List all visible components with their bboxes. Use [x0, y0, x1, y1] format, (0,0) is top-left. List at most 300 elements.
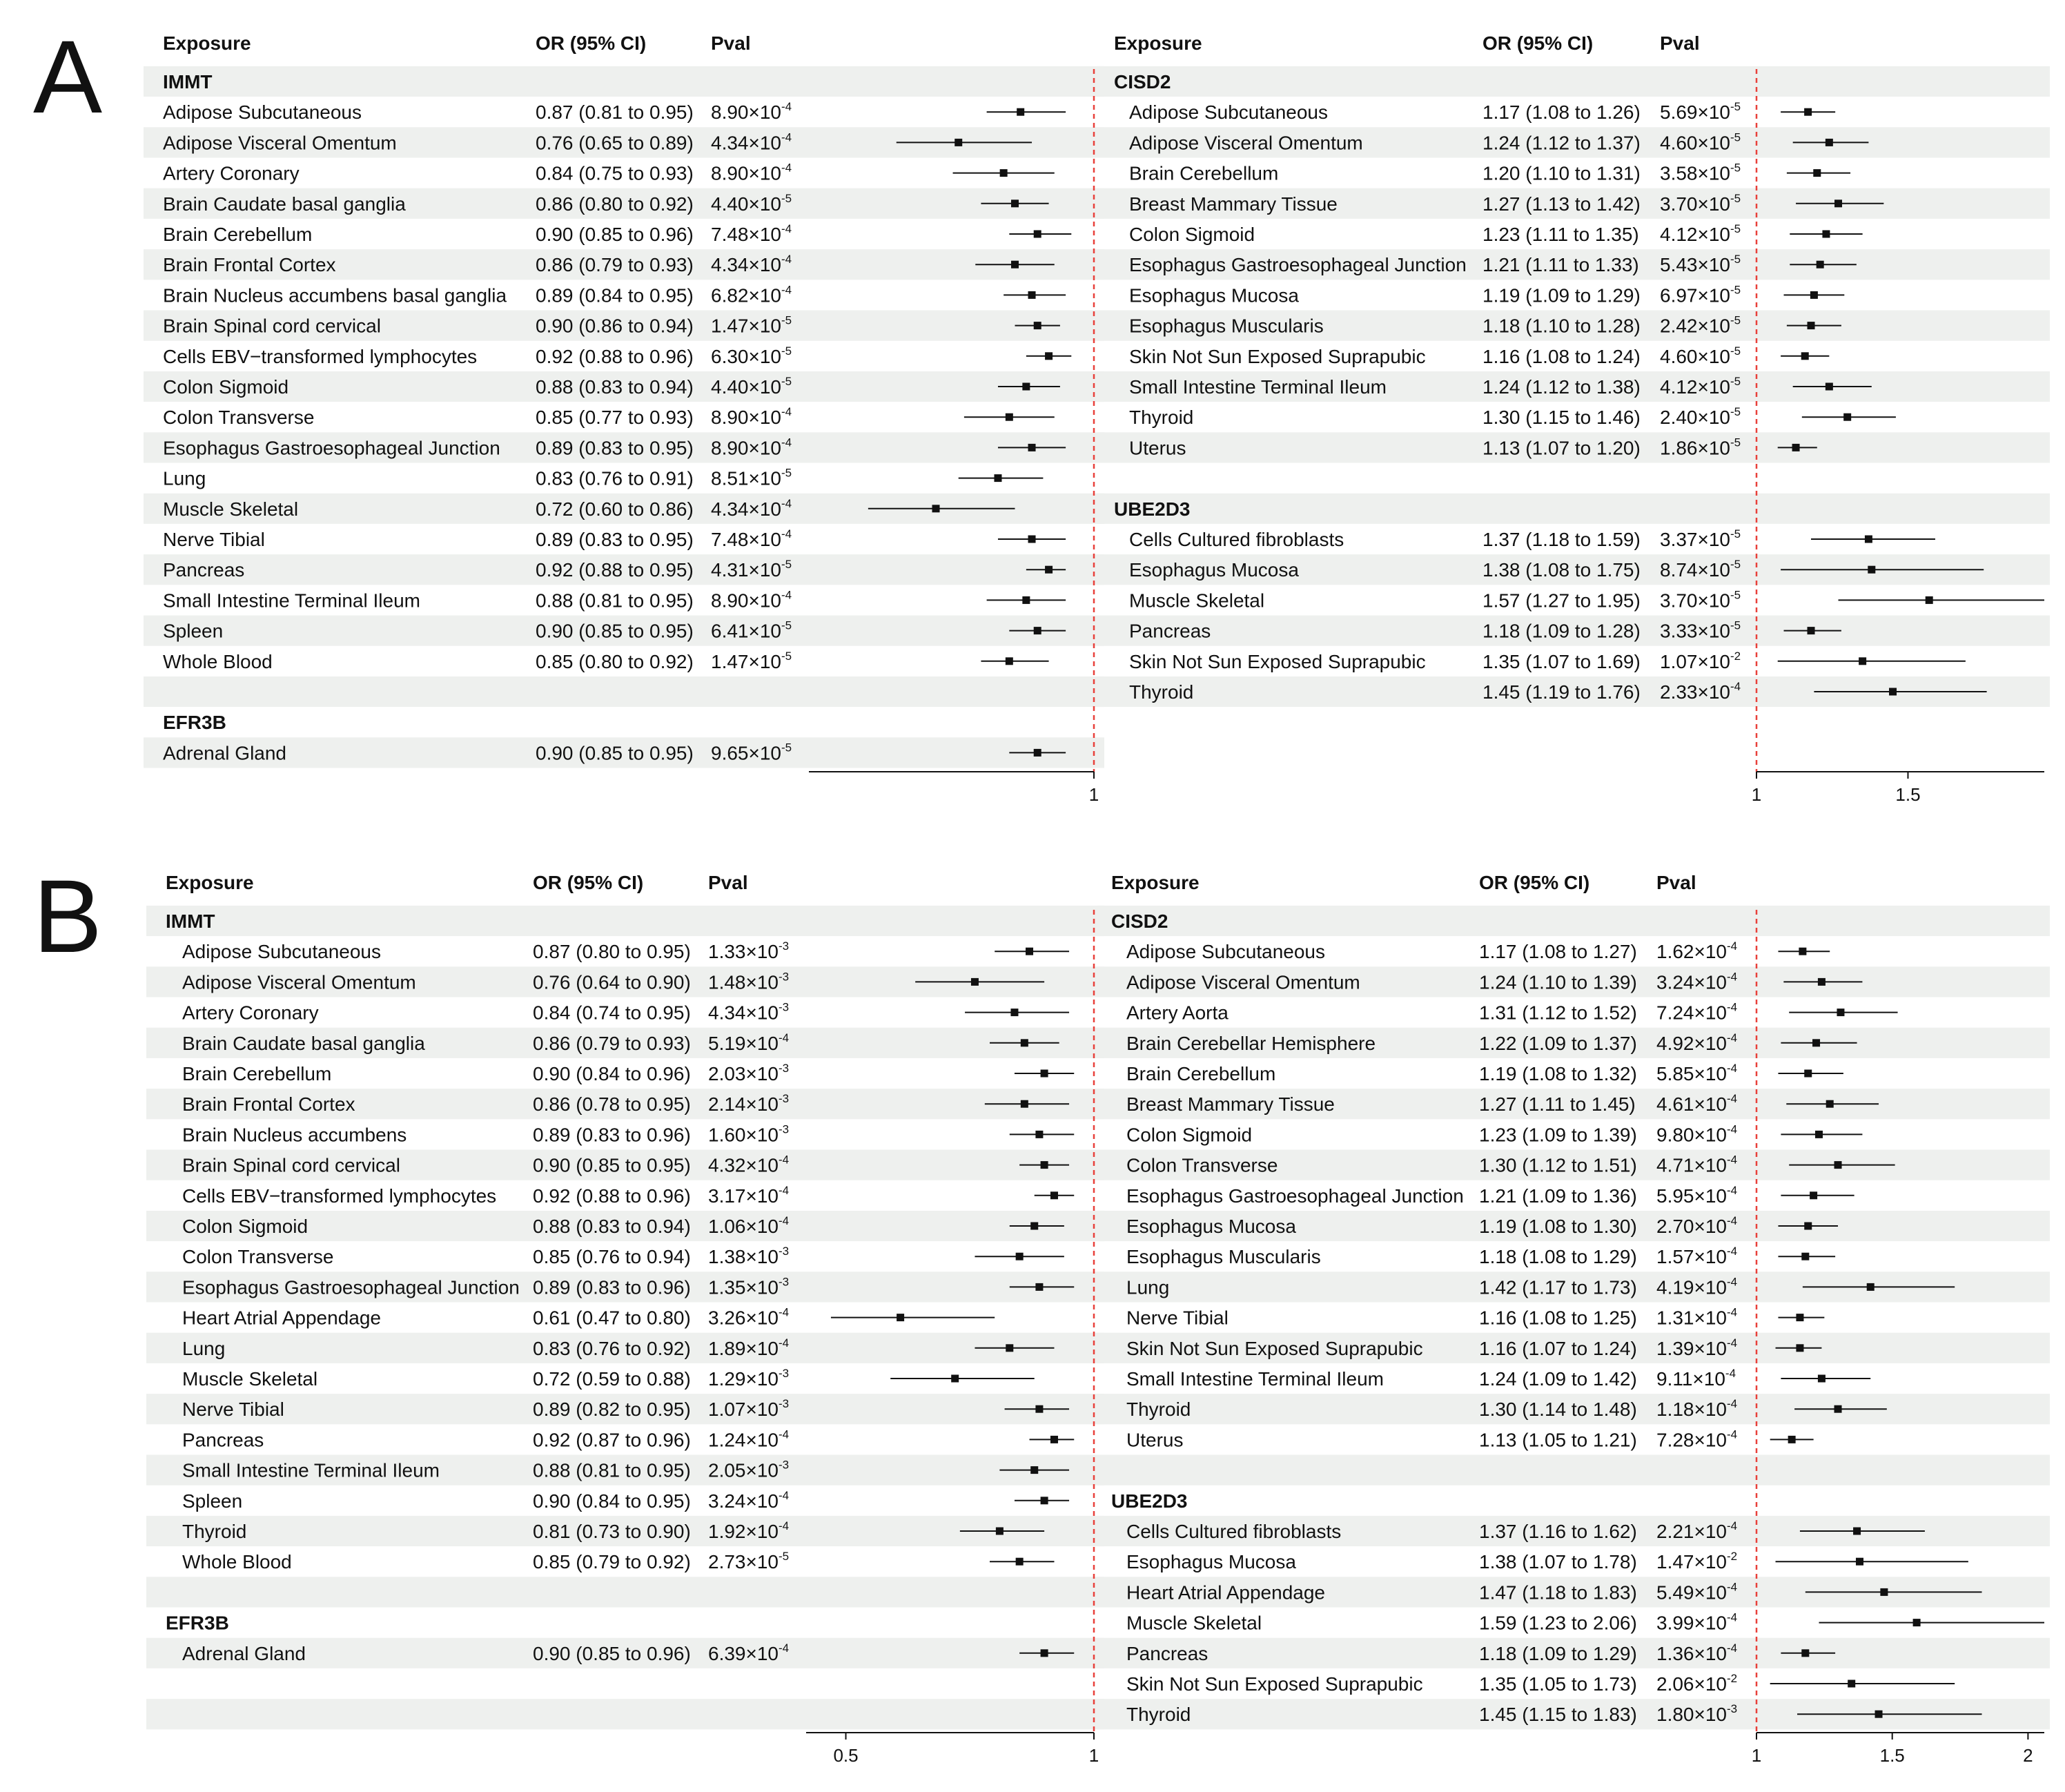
panel-a-or-ci-value: 1.13 (1.07 to 1.20): [1482, 437, 1641, 459]
panel-a-or-ci-value: 0.90 (0.86 to 0.94): [536, 315, 694, 337]
panel-b-point-estimate: [1856, 1558, 1863, 1566]
panel-a-point-estimate: [1865, 536, 1872, 543]
panel-b-exposure-label: Colon Sigmoid: [1126, 1124, 1253, 1146]
panel-a-point-estimate: [1822, 231, 1830, 238]
panel-a-point-estimate: [1034, 231, 1041, 238]
panel-b-exposure-label: Adipose Subcutaneous: [1126, 941, 1325, 963]
panel-b-point-estimate: [1796, 1314, 1803, 1321]
panel-b-pval-value: $1.38\times 10^{-3}$: [708, 1245, 790, 1268]
panel-a-exposure-label: Thyroid: [1129, 407, 1194, 429]
panel-b-exposure-label: Brain Nucleus accumbens: [182, 1124, 407, 1146]
panel-b-stripe: [146, 1699, 1104, 1729]
panel-b-pval-value: $1.29\times 10^{-3}$: [708, 1367, 790, 1390]
panel-a-exposure-label: Adipose Visceral Omentum: [1129, 132, 1363, 154]
panel-b-point-estimate: [1834, 1161, 1842, 1169]
panel-a-point-estimate: [1808, 322, 1815, 329]
panel-b-point-estimate: [1796, 1344, 1803, 1352]
panel-a-exposure-label: Muscle Skeletal: [1129, 590, 1265, 612]
panel-b-point-estimate: [1026, 948, 1033, 955]
panel-b-or-ci-value: 1.30 (1.14 to 1.48): [1479, 1399, 1637, 1421]
panel-b-exposure-label: Brain Frontal Cortex: [182, 1093, 355, 1116]
panel-a-or-ci-value: 1.18 (1.10 to 1.28): [1482, 315, 1641, 337]
panel-a-exposure-label: Brain Caudate basal ganglia: [163, 193, 406, 215]
panel-a-point-estimate: [1028, 444, 1036, 451]
panel-a-stripe: [1097, 66, 2050, 97]
panel-a-point-estimate: [1028, 291, 1036, 299]
panel-b-point-estimate: [1867, 1283, 1875, 1291]
panel-b-or-ci-value: 0.85 (0.76 to 0.94): [533, 1246, 691, 1268]
panel-b-or-ci-value: 1.42 (1.17 to 1.73): [1479, 1276, 1637, 1298]
panel-a-pval-value: $2.33\times 10^{-4}$: [1660, 680, 1741, 703]
panel-b-exposure-label: Muscle Skeletal: [1126, 1612, 1262, 1634]
panel-a-exposure-label: Pancreas: [1129, 620, 1211, 642]
panel-b-pval-value: $2.14\times 10^{-3}$: [708, 1092, 790, 1116]
panel-a-pval-value: $8.90\times 10^{-4}$: [711, 436, 792, 459]
panel-b-or-ci-value: 1.16 (1.07 to 1.24): [1479, 1337, 1637, 1359]
panel-a-pval-value: $3.33\times 10^{-5}$: [1660, 619, 1741, 642]
panel-b-pval-value: $1.06\times 10^{-4}$: [708, 1214, 790, 1237]
panel-a-exposure-label: Brain Nucleus accumbens basal ganglia: [163, 284, 507, 306]
panel-a-header-pval: Pval: [1660, 32, 1700, 54]
panel-b-x-tick-label-right: 2: [2023, 1745, 2033, 1766]
panel-b-pval-value: $7.24\times 10^{-4}$: [1656, 1000, 1738, 1024]
panel-a-point-estimate: [994, 474, 1001, 482]
panel-b-stripe: [1097, 906, 2050, 936]
panel-b-exposure-label: Adrenal Gland: [182, 1642, 306, 1664]
panel-b-or-ci-value: 1.23 (1.09 to 1.39): [1479, 1124, 1637, 1146]
panel-b-point-estimate: [1801, 1253, 1809, 1260]
panel-a-point-estimate: [1034, 749, 1041, 757]
panel-a-exposure-label: Esophagus Mucosa: [1129, 284, 1299, 306]
panel-a-pval-value: $2.42\times 10^{-5}$: [1660, 313, 1741, 337]
panel-b-or-ci-value: 0.81 (0.73 to 0.90): [533, 1521, 691, 1542]
panel-b-exposure-label: Cells EBV−transformed lymphocytes: [182, 1185, 497, 1207]
panel-b-exposure-label: Colon Transverse: [182, 1246, 334, 1268]
panel-a-pval-value: $8.74\times 10^{-5}$: [1660, 558, 1741, 581]
panel-b-or-ci-value: 1.31 (1.12 to 1.52): [1479, 1002, 1637, 1024]
panel-a-exposure-label: Muscle Skeletal: [163, 498, 299, 520]
panel-a-header-or-ci: OR (95% CI): [1482, 32, 1594, 54]
panel-b-exposure-label: Muscle Skeletal: [182, 1368, 318, 1390]
panel-b-pval-value: $2.73\times 10^{-5}$: [708, 1550, 790, 1573]
panel-a-point-estimate: [1011, 261, 1019, 269]
panel-b-point-estimate: [1035, 1131, 1043, 1138]
panel-b-point-estimate: [897, 1314, 904, 1321]
panel-a-point-estimate: [1843, 413, 1851, 421]
panel-b-header-or-ci: OR (95% CI): [1479, 872, 1590, 893]
panel-b-pval-value: $1.33\times 10^{-3}$: [708, 939, 790, 963]
panel-a-point-estimate: [1000, 169, 1008, 177]
panel-b-or-ci-value: 0.89 (0.83 to 0.96): [533, 1124, 691, 1146]
panel-a-group-label-ube2d3: UBE2D3: [1114, 498, 1191, 520]
panel-b-or-ci-value: 1.22 (1.09 to 1.37): [1479, 1032, 1637, 1054]
panel-a-pval-value: $8.90\times 10^{-4}$: [711, 405, 792, 429]
panel-b-point-estimate: [1050, 1436, 1058, 1443]
panel-b-or-ci-value: 1.37 (1.16 to 1.62): [1479, 1521, 1637, 1542]
panel-b-exposure-label: Thyroid: [1126, 1399, 1191, 1421]
panel-a-exposure-label: Uterus: [1129, 437, 1186, 459]
panel-a-or-ci-value: 1.24 (1.12 to 1.38): [1482, 376, 1641, 398]
panel-label-b: B: [33, 858, 103, 974]
panel-b-or-ci-value: 0.76 (0.64 to 0.90): [533, 971, 691, 993]
panel-a-or-ci-value: 1.38 (1.08 to 1.75): [1482, 559, 1641, 581]
panel-a-pval-value: $7.48\times 10^{-4}$: [711, 222, 792, 245]
panel-b-or-ci-value: 1.18 (1.08 to 1.29): [1479, 1246, 1637, 1268]
panel-b-exposure-label: Small Intestine Terminal Ileum: [1126, 1368, 1384, 1390]
panel-b-pval-value: $3.24\times 10^{-4}$: [1656, 970, 1738, 993]
panel-b-or-ci-value: 0.61 (0.47 to 0.80): [533, 1307, 691, 1329]
panel-a-or-ci-value: 0.89 (0.84 to 0.95): [536, 284, 694, 306]
panel-a-point-estimate: [1045, 352, 1053, 360]
panel-a-or-ci-value: 1.16 (1.08 to 1.24): [1482, 345, 1641, 367]
panel-b-pval-value: $1.39\times 10^{-4}$: [1656, 1336, 1738, 1359]
panel-b-pval-value: $2.70\times 10^{-4}$: [1656, 1214, 1738, 1237]
panel-b-pval-value: $4.71\times 10^{-4}$: [1656, 1153, 1738, 1176]
panel-b-point-estimate: [1853, 1528, 1861, 1535]
panel-b-exposure-label: Heart Atrial Appendage: [1126, 1581, 1325, 1604]
panel-a-stripe: [1097, 494, 2050, 524]
panel-a-point-estimate: [1022, 383, 1030, 391]
panel-b-pval-value: $9.80\times 10^{-4}$: [1656, 1122, 1738, 1146]
panel-b-x-tick-label-left: 1: [1088, 1745, 1099, 1766]
panel-b-pval-value: $1.24\times 10^{-4}$: [708, 1428, 790, 1451]
panel-b-pval-value: $1.36\times 10^{-4}$: [1656, 1641, 1738, 1664]
panel-b-exposure-label: Brain Cerebellar Hemisphere: [1126, 1032, 1376, 1054]
panel-b-exposure-label: Pancreas: [182, 1429, 264, 1451]
panel-b-pval-value: $1.62\times 10^{-4}$: [1656, 939, 1738, 963]
panel-a-pval-value: $3.37\times 10^{-5}$: [1660, 527, 1741, 550]
panel-b-group-label-ube2d3: UBE2D3: [1111, 1490, 1188, 1512]
panel-b-pval-value: $4.19\times 10^{-4}$: [1656, 1275, 1738, 1298]
panel-b-point-estimate: [1035, 1405, 1043, 1413]
panel-b-exposure-label: Brain Caudate basal ganglia: [182, 1032, 425, 1054]
panel-b-exposure-label: Adipose Subcutaneous: [182, 941, 381, 963]
panel-a-or-ci-value: 1.35 (1.07 to 1.69): [1482, 650, 1641, 672]
panel-a-pval-value: $1.86\times 10^{-5}$: [1660, 436, 1741, 459]
panel-a-or-ci-value: 0.83 (0.76 to 0.91): [536, 467, 694, 489]
panel-b-or-ci-value: 1.45 (1.15 to 1.83): [1479, 1704, 1637, 1726]
panel-b-pval-value: $4.92\times 10^{-4}$: [1656, 1031, 1738, 1054]
panel-b-x-tick-label-left: 0.5: [833, 1745, 859, 1766]
panel-b-pval-value: $1.07\times 10^{-3}$: [708, 1397, 790, 1421]
panel-b-point-estimate: [1812, 1039, 1820, 1046]
panel-a-exposure-label: Breast Mammary Tissue: [1129, 193, 1338, 215]
panel-a-pval-value: $6.97\times 10^{-5}$: [1660, 283, 1741, 306]
panel-a-exposure-label: Adipose Visceral Omentum: [163, 132, 397, 154]
panel-b-pval-value: $6.39\times 10^{-4}$: [708, 1641, 790, 1664]
panel-b-pval-value: $1.31\times 10^{-4}$: [1656, 1305, 1738, 1329]
panel-b-exposure-label: Small Intestine Terminal Ileum: [182, 1459, 440, 1481]
panel-a-point-estimate: [1028, 536, 1036, 543]
panel-a-or-ci-value: 0.86 (0.80 to 0.92): [536, 193, 694, 215]
panel-b-pval-value: $7.28\times 10^{-4}$: [1656, 1428, 1738, 1451]
panel-b-header-exposure: Exposure: [1111, 872, 1200, 893]
panel-b-point-estimate: [1801, 1649, 1809, 1657]
panel-b-point-estimate: [1041, 1161, 1048, 1169]
panel-a-point-estimate: [1859, 657, 1866, 665]
panel-b-point-estimate: [1818, 978, 1826, 986]
panel-a-or-ci-value: 0.87 (0.81 to 0.95): [536, 101, 694, 124]
panel-b-point-estimate: [1041, 1649, 1048, 1657]
panel-a-or-ci-value: 1.30 (1.15 to 1.46): [1482, 407, 1641, 429]
panel-b-or-ci-value: 1.47 (1.18 to 1.83): [1479, 1581, 1637, 1604]
panel-b-or-ci-value: 0.92 (0.88 to 0.96): [533, 1185, 691, 1207]
panel-b-x-tick-label-right: 1: [1751, 1745, 1762, 1766]
panel-a-point-estimate: [1792, 444, 1800, 451]
panel-a-or-ci-value: 1.18 (1.09 to 1.28): [1482, 620, 1641, 642]
panel-b-or-ci-value: 0.89 (0.83 to 0.96): [533, 1276, 691, 1298]
panel-a-exposure-label: Small Intestine Terminal Ileum: [1129, 376, 1387, 398]
panel-a-exposure-label: Adipose Subcutaneous: [163, 101, 362, 124]
panel-a-exposure-label: Thyroid: [1129, 681, 1194, 703]
panel-a-or-ci-value: 1.20 (1.10 to 1.31): [1482, 162, 1641, 184]
panel-a-pval-value: $7.48\times 10^{-4}$: [711, 527, 792, 550]
panel-a-exposure-label: Skin Not Sun Exposed Suprapubic: [1129, 650, 1426, 672]
panel-a-point-estimate: [1022, 596, 1030, 604]
panel-b-or-ci-value: 1.59 (1.23 to 2.06): [1479, 1612, 1637, 1634]
panel-b-pval-value: $1.48\times 10^{-3}$: [708, 970, 790, 993]
panel-b-point-estimate: [1041, 1070, 1048, 1078]
panel-b-pval-value: $2.21\times 10^{-4}$: [1656, 1519, 1738, 1542]
panel-b-exposure-label: Adipose Visceral Omentum: [182, 971, 416, 993]
panel-a-or-ci-value: 0.76 (0.65 to 0.89): [536, 132, 694, 154]
panel-b-or-ci-value: 1.24 (1.10 to 1.39): [1479, 971, 1637, 993]
panel-a-exposure-label: Esophagus Gastroesophageal Junction: [1129, 254, 1467, 276]
panel-b-exposure-label: Lung: [182, 1337, 226, 1359]
panel-b-point-estimate: [1913, 1619, 1921, 1626]
panel-b-exposure-label: Whole Blood: [182, 1551, 292, 1573]
panel-a-or-ci-value: 1.57 (1.27 to 1.95): [1482, 590, 1641, 612]
panel-a-header-or-ci: OR (95% CI): [536, 32, 647, 54]
panel-b-or-ci-value: 0.86 (0.79 to 0.93): [533, 1032, 691, 1054]
panel-b-pval-value: $1.57\times 10^{-4}$: [1656, 1245, 1738, 1268]
panel-a-point-estimate: [1808, 627, 1815, 634]
panel-a-point-estimate: [1801, 352, 1809, 360]
panel-a-pval-value: $6.30\times 10^{-5}$: [711, 344, 792, 367]
panel-a-exposure-label: Esophagus Muscularis: [1129, 315, 1324, 337]
panel-a-point-estimate: [1034, 322, 1041, 329]
panel-a-exposure-label: Colon Transverse: [163, 407, 315, 429]
panel-a-exposure-label: Brain Frontal Cortex: [163, 254, 336, 276]
panel-a-exposure-label: Colon Sigmoid: [1129, 224, 1255, 245]
panel-a-header-exposure: Exposure: [163, 32, 251, 54]
panel-a-pval-value: $4.60\times 10^{-5}$: [1660, 130, 1741, 154]
panel-a-pval-value: $4.60\times 10^{-5}$: [1660, 344, 1741, 367]
panel-a-or-ci-value: 1.24 (1.12 to 1.37): [1482, 132, 1641, 154]
panel-b-exposure-label: Skin Not Sun Exposed Suprapubic: [1126, 1337, 1423, 1359]
panel-b-group-label-efr3b: EFR3B: [166, 1612, 229, 1634]
panel-a-exposure-label: Cells Cultured fibroblasts: [1129, 529, 1344, 550]
panel-b-point-estimate: [1006, 1344, 1013, 1352]
panel-a-pval-value: $8.90\times 10^{-4}$: [711, 588, 792, 612]
panel-a-exposure-label: Adrenal Gland: [163, 742, 287, 764]
panel-a-x-tick-label-right: 1.5: [1895, 784, 1921, 805]
panel-a-exposure-label: Colon Sigmoid: [163, 376, 289, 398]
panel-b-pval-value: $1.47\times 10^{-2}$: [1656, 1550, 1738, 1573]
panel-b-pval-value: $1.89\times 10^{-4}$: [708, 1336, 790, 1359]
panel-b-point-estimate: [1016, 1558, 1024, 1566]
panel-b-or-ci-value: 1.27 (1.11 to 1.45): [1479, 1093, 1636, 1116]
panel-b-point-estimate: [1021, 1100, 1028, 1108]
panel-a-pval-value: $4.12\times 10^{-5}$: [1660, 375, 1741, 398]
panel-a-exposure-label: Cells EBV−transformed lymphocytes: [163, 345, 478, 367]
panel-b-or-ci-value: 1.35 (1.05 to 1.73): [1479, 1673, 1637, 1695]
panel-a-or-ci-value: 0.85 (0.80 to 0.92): [536, 650, 694, 672]
panel-b-point-estimate: [1030, 1466, 1038, 1474]
panel-a-or-ci-value: 1.23 (1.11 to 1.35): [1482, 224, 1639, 245]
panel-a-or-ci-value: 0.92 (0.88 to 0.96): [536, 345, 694, 367]
panel-b-exposure-label: Skin Not Sun Exposed Suprapubic: [1126, 1673, 1423, 1695]
panel-a-or-ci-value: 0.88 (0.81 to 0.95): [536, 590, 694, 612]
panel-b-pval-value: $1.92\times 10^{-4}$: [708, 1519, 790, 1542]
panel-b-point-estimate: [1804, 1070, 1812, 1078]
panel-a-pval-value: $4.34\times 10^{-4}$: [711, 253, 792, 276]
panel-b-or-ci-value: 1.18 (1.09 to 1.29): [1479, 1642, 1637, 1664]
panel-b-or-ci-value: 0.86 (0.78 to 0.95): [533, 1093, 691, 1116]
panel-b-or-ci-value: 0.89 (0.82 to 0.95): [533, 1399, 691, 1421]
panel-b-exposure-label: Uterus: [1126, 1429, 1184, 1451]
panel-b-header-or-ci: OR (95% CI): [533, 872, 644, 893]
panel-a-exposure-label: Lung: [163, 467, 206, 489]
panel-b-or-ci-value: 0.72 (0.59 to 0.88): [533, 1368, 691, 1390]
panel-b-stripe: [1097, 1455, 2050, 1486]
panel-b-pval-value: $4.61\times 10^{-4}$: [1656, 1092, 1738, 1116]
panel-a-point-estimate: [1006, 413, 1013, 421]
panel-a-x-tick-label-right: 1: [1751, 784, 1762, 805]
panel-b-exposure-label: Breast Mammary Tissue: [1126, 1093, 1335, 1116]
panel-b-point-estimate: [1799, 948, 1806, 955]
panel-b-x-tick-label-right: 1.5: [1879, 1745, 1905, 1766]
panel-b-or-ci-value: 0.87 (0.80 to 0.95): [533, 941, 691, 963]
panel-b-exposure-label: Colon Sigmoid: [182, 1216, 309, 1237]
panel-a-or-ci-value: 1.19 (1.09 to 1.29): [1482, 284, 1641, 306]
panel-b-pval-value: $5.95\times 10^{-4}$: [1656, 1183, 1738, 1207]
panel-b-point-estimate: [1848, 1680, 1855, 1688]
panel-b-point-estimate: [1837, 1009, 1844, 1016]
panel-b-exposure-label: Artery Coronary: [182, 1002, 319, 1024]
panel-a-exposure-label: Brain Cerebellum: [163, 224, 313, 245]
panel-b-exposure-label: Cells Cultured fibroblasts: [1126, 1521, 1342, 1542]
panel-b-exposure-label: Brain Cerebellum: [1126, 1063, 1276, 1084]
panel-b-group-label-immt: IMMT: [166, 910, 215, 932]
panel-b-point-estimate: [1030, 1223, 1038, 1230]
panel-b-point-estimate: [1804, 1223, 1812, 1230]
panel-b-point-estimate: [1010, 1009, 1018, 1016]
panel-a-point-estimate: [1017, 108, 1024, 116]
panel-b-point-estimate: [951, 1375, 959, 1383]
panel-a-point-estimate: [1813, 169, 1821, 177]
panel-b-or-ci-value: 0.90 (0.84 to 0.96): [533, 1063, 691, 1084]
panel-a-pval-value: $8.90\times 10^{-4}$: [711, 161, 792, 184]
panel-b-or-ci-value: 0.90 (0.85 to 0.96): [533, 1642, 691, 1664]
panel-a-pval-value: $1.47\times 10^{-5}$: [711, 313, 792, 337]
panel-a-exposure-label: Spleen: [163, 620, 224, 642]
panel-a-or-ci-value: 0.92 (0.88 to 0.95): [536, 559, 694, 581]
panel-b-point-estimate: [1788, 1436, 1796, 1443]
panel-a-group-label-immt: IMMT: [163, 71, 213, 92]
panel-b-exposure-label: Colon Transverse: [1126, 1154, 1278, 1176]
panel-a-pval-value: $6.41\times 10^{-5}$: [711, 619, 792, 642]
panel-b-or-ci-value: 0.84 (0.74 to 0.95): [533, 1002, 691, 1024]
panel-b-pval-value: $1.35\times 10^{-3}$: [708, 1275, 790, 1298]
panel-b-pval-value: $2.03\times 10^{-3}$: [708, 1062, 790, 1084]
panel-a-exposure-label: Whole Blood: [163, 650, 273, 672]
panel-a-group-label-cisd2: CISD2: [1114, 71, 1171, 92]
panel-b-exposure-label: Artery Aorta: [1126, 1002, 1229, 1024]
panel-a-exposure-label: Nerve Tibial: [163, 529, 265, 550]
panel-b-pval-value: $3.26\times 10^{-4}$: [708, 1305, 790, 1329]
panel-a-or-ci-value: 0.85 (0.77 to 0.93): [536, 407, 694, 429]
panel-a-pval-value: $4.12\times 10^{-5}$: [1660, 222, 1741, 245]
panel-b-point-estimate: [1810, 1191, 1817, 1199]
panel-b-exposure-label: Nerve Tibial: [1126, 1307, 1229, 1329]
panel-b-point-estimate: [1016, 1253, 1024, 1260]
panel-a-or-ci-value: 1.21 (1.11 to 1.33): [1482, 254, 1639, 276]
panel-b-point-estimate: [1050, 1191, 1058, 1199]
panel-b-pval-value: $5.19\times 10^{-4}$: [708, 1031, 790, 1054]
panel-b-point-estimate: [971, 978, 979, 986]
panel-b-or-ci-value: 1.17 (1.08 to 1.27): [1479, 941, 1637, 963]
panel-b-point-estimate: [1818, 1375, 1826, 1383]
panel-a-stripe: [144, 66, 1104, 97]
panel-a-point-estimate: [1834, 199, 1842, 207]
panel-b-or-ci-value: 1.30 (1.12 to 1.51): [1479, 1154, 1637, 1176]
panel-b-exposure-label: Pancreas: [1126, 1642, 1208, 1664]
panel-a-header-exposure: Exposure: [1114, 32, 1202, 54]
panel-b-or-ci-value: 1.19 (1.08 to 1.32): [1479, 1063, 1637, 1084]
panel-a-pval-value: $5.69\times 10^{-5}$: [1660, 100, 1741, 124]
panel-a-stripe: [144, 676, 1104, 707]
panel-a-point-estimate: [1045, 566, 1053, 574]
panel-a-pval-value: $5.43\times 10^{-5}$: [1660, 253, 1741, 276]
panel-a-pval-value: $1.07\times 10^{-2}$: [1660, 649, 1741, 672]
panel-a-point-estimate: [1926, 596, 1933, 604]
panel-b-pval-value: $4.34\times 10^{-3}$: [708, 1000, 790, 1024]
panel-a-pval-value: $3.70\times 10^{-5}$: [1660, 588, 1741, 612]
panel-a-pval-value: $2.40\times 10^{-5}$: [1660, 405, 1741, 429]
panel-b-exposure-label: Brain Spinal cord cervical: [182, 1154, 400, 1176]
panel-a-pval-value: $8.90\times 10^{-4}$: [711, 100, 792, 124]
panel-b-pval-value: $5.85\times 10^{-4}$: [1656, 1062, 1738, 1084]
panel-a-or-ci-value: 1.45 (1.19 to 1.76): [1482, 681, 1641, 703]
panel-a-point-estimate: [1826, 383, 1833, 391]
panel-b-pval-value: $3.99\times 10^{-4}$: [1656, 1610, 1738, 1634]
panel-a-point-estimate: [1006, 657, 1013, 665]
panel-b-pval-value: $5.49\times 10^{-4}$: [1656, 1580, 1738, 1604]
panel-b-exposure-label: Lung: [1126, 1276, 1170, 1298]
panel-b-exposure-label: Thyroid: [182, 1521, 247, 1542]
panel-a-point-estimate: [1034, 627, 1041, 634]
panel-a-or-ci-value: 0.89 (0.83 to 0.95): [536, 529, 694, 550]
panel-b-exposure-label: Thyroid: [1126, 1704, 1191, 1726]
panel-b-or-ci-value: 1.21 (1.09 to 1.36): [1479, 1185, 1637, 1207]
panel-b-pval-value: $2.05\times 10^{-3}$: [708, 1458, 790, 1481]
panel-b-or-ci-value: 0.88 (0.83 to 0.94): [533, 1216, 691, 1237]
panel-a-pval-value: $3.58\times 10^{-5}$: [1660, 161, 1741, 184]
panel-b-stripe: [146, 906, 1104, 936]
panel-a-point-estimate: [1868, 566, 1875, 574]
panel-b-pval-value: $2.06\times 10^{-2}$: [1656, 1672, 1738, 1695]
panel-b-point-estimate: [1035, 1283, 1043, 1291]
panel-a-or-ci-value: 0.90 (0.85 to 0.96): [536, 224, 694, 245]
panel-a-point-estimate: [1011, 199, 1019, 207]
panel-b-pval-value: $3.17\times 10^{-4}$: [708, 1183, 790, 1207]
panel-a-or-ci-value: 0.90 (0.85 to 0.95): [536, 620, 694, 642]
panel-a-exposure-label: Artery Coronary: [163, 162, 300, 184]
panel-a-pval-value: $9.65\times 10^{-5}$: [711, 741, 792, 764]
panel-b-header-pval: Pval: [1656, 872, 1696, 893]
panel-a-pval-value: $4.34\times 10^{-4}$: [711, 496, 792, 520]
